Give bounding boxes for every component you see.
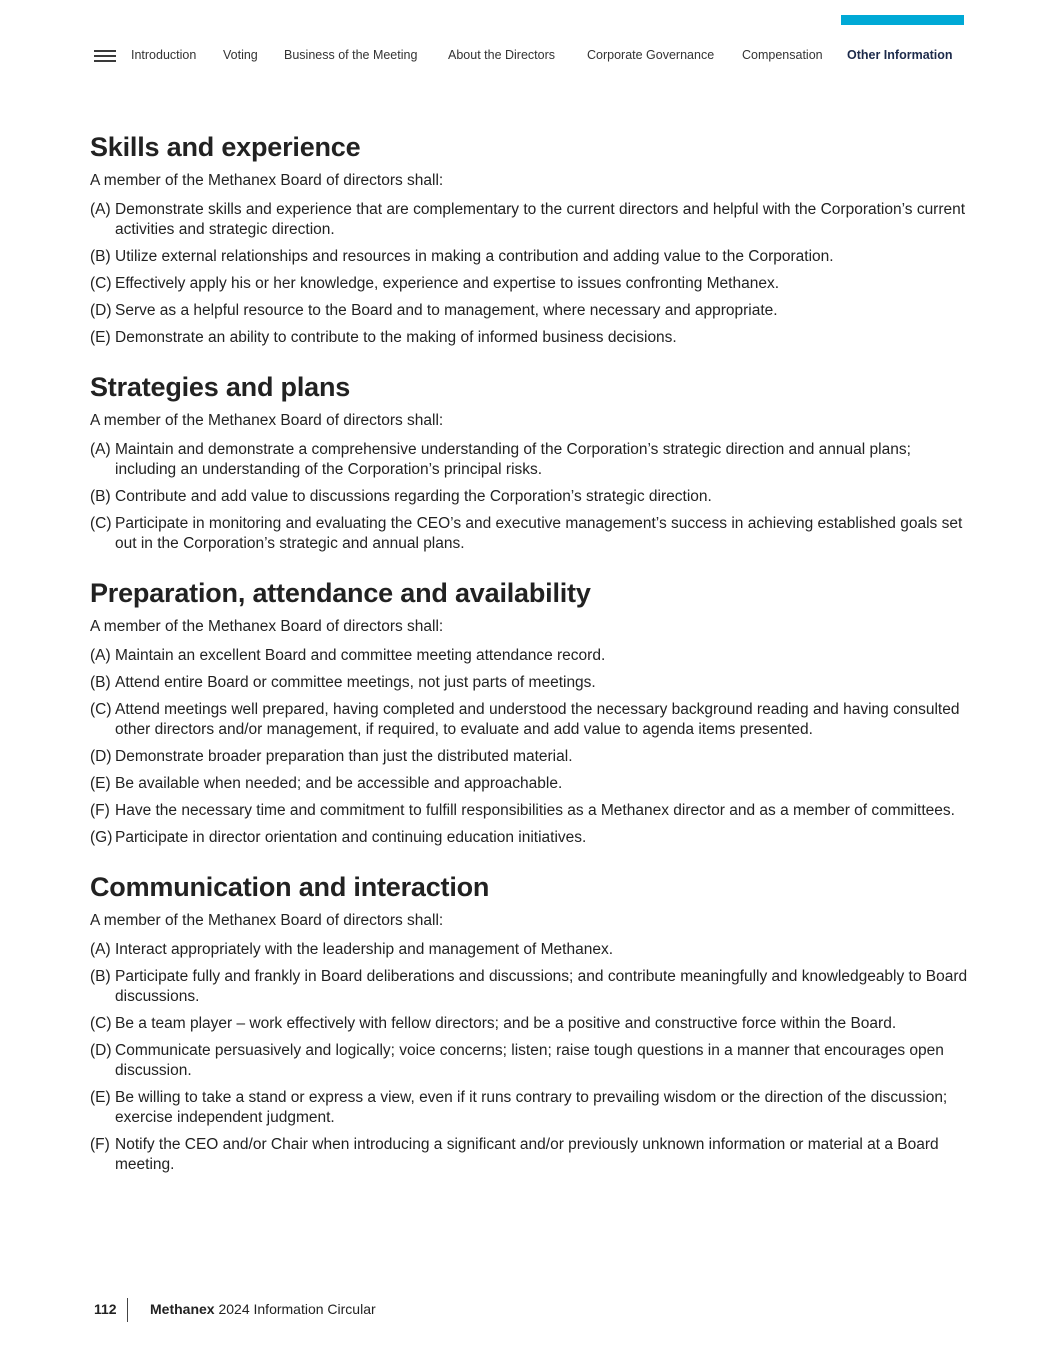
list-marker: (B) — [90, 674, 111, 691]
section-title: Preparation, attendance and availability — [90, 578, 591, 608]
page-number: 112 — [94, 1301, 117, 1317]
list-item-text: Be a team player – work effectively with fellow directors; and be a positive and constructive force within the Board. — [115, 1015, 897, 1032]
publication-name: 2024 Information Circular — [218, 1301, 376, 1317]
list-item — [90, 774, 970, 794]
list-item — [90, 274, 970, 294]
publication-title — [150, 1301, 376, 1317]
nav-item-voting[interactable]: Voting — [223, 48, 258, 62]
section-skills-and-experience — [90, 130, 970, 348]
nav-item-about-the-directors[interactable]: About the Directors — [448, 48, 555, 62]
list-item-text: Participate in director orientation and continuing education initiatives. — [115, 829, 587, 846]
list-item — [90, 1135, 970, 1175]
list-item — [90, 328, 970, 348]
list-item-text: Interact appropriately with the leadership and management of Methanex. — [115, 941, 614, 958]
list-item — [90, 1014, 970, 1034]
main-content — [90, 130, 970, 1197]
list-marker: (D) — [90, 1042, 112, 1059]
list-item-text: Demonstrate skills and experience that are complementary to the current directors and helpful with the Corporation’s current activities and strategic direction. — [115, 201, 966, 238]
section-intro: A member of the Methanex Board of directors shall: — [90, 172, 444, 189]
list-marker: (D) — [90, 302, 112, 319]
list-item-text: Effectively apply his or her knowledge, experience and expertise to issues confronting Methanex. — [115, 275, 780, 292]
list-item-text: Attend meetings well prepared, having completed and understood the necessary background reading and having consulted other directors and/or management, if required, to evaluate and add value to agenda items presented. — [115, 701, 960, 738]
brand-name: Methanex — [150, 1301, 215, 1317]
list-marker: (A) — [90, 441, 111, 458]
list-marker: (C) — [90, 1015, 112, 1032]
list-item — [90, 514, 970, 554]
list-item-text: Be available when needed; and be accessible and approachable. — [115, 775, 563, 792]
list-item — [90, 440, 970, 480]
list-item — [90, 200, 970, 240]
nav-item-introduction[interactable]: Introduction — [131, 48, 197, 62]
list-marker: (A) — [90, 201, 111, 218]
list-marker: (F) — [90, 802, 110, 819]
section-intro: A member of the Methanex Board of directors shall: — [90, 912, 444, 929]
list-item-text: Demonstrate broader preparation than just the distributed material. — [115, 748, 573, 765]
list-item — [90, 1088, 970, 1128]
list-item-text: Maintain an excellent Board and committee meeting attendance record. — [115, 647, 606, 664]
list-item-text: Demonstrate an ability to contribute to the making of informed business decisions. — [115, 329, 677, 346]
list-item-text: Participate fully and frankly in Board deliberations and discussions; and contribute meaningfully and knowledgeably to Board discussions. — [115, 968, 968, 1005]
section-title: Communication and interaction — [90, 872, 490, 902]
list-item — [90, 301, 970, 321]
requirements-list — [90, 200, 970, 348]
nav-item-other-information[interactable]: Other Information — [847, 48, 953, 62]
list-marker: (C) — [90, 515, 112, 532]
section-communication-and-interaction — [90, 870, 970, 1175]
nav-item-corporate-governance[interactable]: Corporate Governance — [587, 48, 715, 62]
list-marker: (F) — [90, 1136, 110, 1153]
section-strategies-and-plans — [90, 370, 970, 554]
section-intro: A member of the Methanex Board of directors shall: — [90, 412, 444, 429]
list-item-text: Serve as a helpful resource to the Board and to management, where necessary and appropriate. — [115, 302, 778, 319]
section-title: Strategies and plans — [90, 372, 351, 402]
list-marker: (G) — [90, 829, 113, 846]
list-item — [90, 801, 970, 821]
list-item — [90, 700, 970, 740]
list-marker: (C) — [90, 275, 112, 292]
list-marker: (E) — [90, 1089, 111, 1106]
list-item-text: Participate in monitoring and evaluating the CEO’s and executive management’s success in achieving established goals set out in the Corporation’s strategic and annual plans. — [115, 515, 963, 552]
active-tab-accent-bar — [841, 15, 964, 25]
list-item-text: Contribute and add value to discussions regarding the Corporation’s strategic direction. — [115, 488, 712, 505]
list-item-text: Communicate persuasively and logically; voice concerns; listen; raise tough questions in a manner that encourages open discussion. — [115, 1042, 944, 1079]
nav-item-business-of-the-meeting[interactable]: Business of the Meeting — [284, 48, 418, 62]
nav-item-compensation[interactable]: Compensation — [742, 48, 823, 62]
requirements-list — [90, 940, 970, 1175]
section-intro: A member of the Methanex Board of directors shall: — [90, 618, 444, 635]
list-item — [90, 247, 970, 267]
list-marker: (E) — [90, 329, 111, 346]
list-marker: (A) — [90, 647, 111, 664]
list-item-text: Be willing to take a stand or express a view, even if it runs contrary to prevailing wisdom or the direction of the discussion; exercise independent judgment. — [115, 1089, 948, 1126]
section-title: Skills and experience — [90, 132, 361, 162]
list-item — [90, 1041, 970, 1081]
list-item-text: Have the necessary time and commitment to fulfill responsibilities as a Methanex director and as a member of committees. — [115, 802, 955, 819]
list-item — [90, 673, 970, 693]
top-navigation — [94, 46, 974, 66]
list-item — [90, 967, 970, 1007]
list-marker: (B) — [90, 968, 111, 985]
section-preparation-attendance-availability — [90, 576, 970, 848]
list-marker: (B) — [90, 248, 111, 265]
list-item-text: Maintain and demonstrate a comprehensive understanding of the Corporation’s strategic direction and annual plans; including an understanding of the Corporation’s principal risks. — [115, 441, 911, 478]
requirements-list — [90, 646, 970, 848]
list-item-text: Attend entire Board or committee meetings, not just parts of meetings. — [115, 674, 596, 691]
footer-divider — [127, 1298, 128, 1322]
list-marker: (D) — [90, 748, 112, 765]
list-marker: (B) — [90, 488, 111, 505]
list-item-text: Utilize external relationships and resources in making a contribution and adding value to the Corporation. — [115, 248, 834, 265]
list-marker: (A) — [90, 941, 111, 958]
hamburger-menu-icon[interactable] — [94, 50, 116, 63]
list-item — [90, 487, 970, 507]
list-item — [90, 828, 970, 848]
list-item — [90, 940, 970, 960]
list-item-text: Notify the CEO and/or Chair when introducing a significant and/or previously unknown information or material at a Board meeting. — [115, 1136, 939, 1173]
requirements-list — [90, 440, 970, 554]
list-marker: (E) — [90, 775, 111, 792]
list-item — [90, 747, 970, 767]
list-item — [90, 646, 970, 666]
list-marker: (C) — [90, 701, 112, 718]
